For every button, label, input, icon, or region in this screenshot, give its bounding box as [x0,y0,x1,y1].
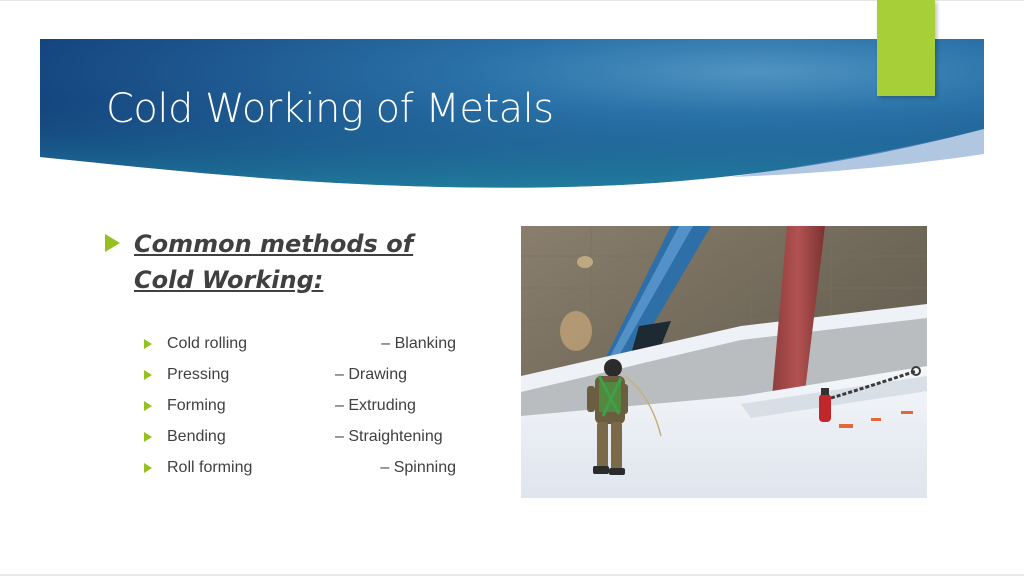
slide-top-border [0,0,1024,1]
heading-text: Common methods of Cold Working: [134,230,414,294]
method-name: Forming [167,397,226,414]
list-item [144,364,464,395]
list-item [144,426,464,457]
list-item [144,457,464,488]
method-name: Roll forming [167,459,253,476]
bullet-arrow-icon [144,463,152,473]
bullet-arrow-icon [144,339,152,349]
bullet-arrow-icon [144,401,152,411]
bullet-arrow-icon [144,370,152,380]
method-alternate: – Spinning [380,459,456,476]
slide-title: Cold Working of Metals [106,86,554,132]
method-alternate: – Blanking [381,335,456,352]
method-name: Bending [167,428,226,445]
method-alternate: – Straightening [335,428,443,445]
method-name: Pressing [167,366,230,383]
accent-tab [877,0,935,96]
method-alternate: – Extruding [335,397,416,414]
bullet-arrow-icon [144,432,152,442]
construction-worker-photo [521,226,927,498]
methods-list [144,333,464,488]
method-name: Cold rolling [167,335,248,352]
method-alternate: – Drawing [335,366,408,383]
play-arrow-icon [105,234,120,252]
list-item [144,395,464,426]
list-item [144,333,464,364]
